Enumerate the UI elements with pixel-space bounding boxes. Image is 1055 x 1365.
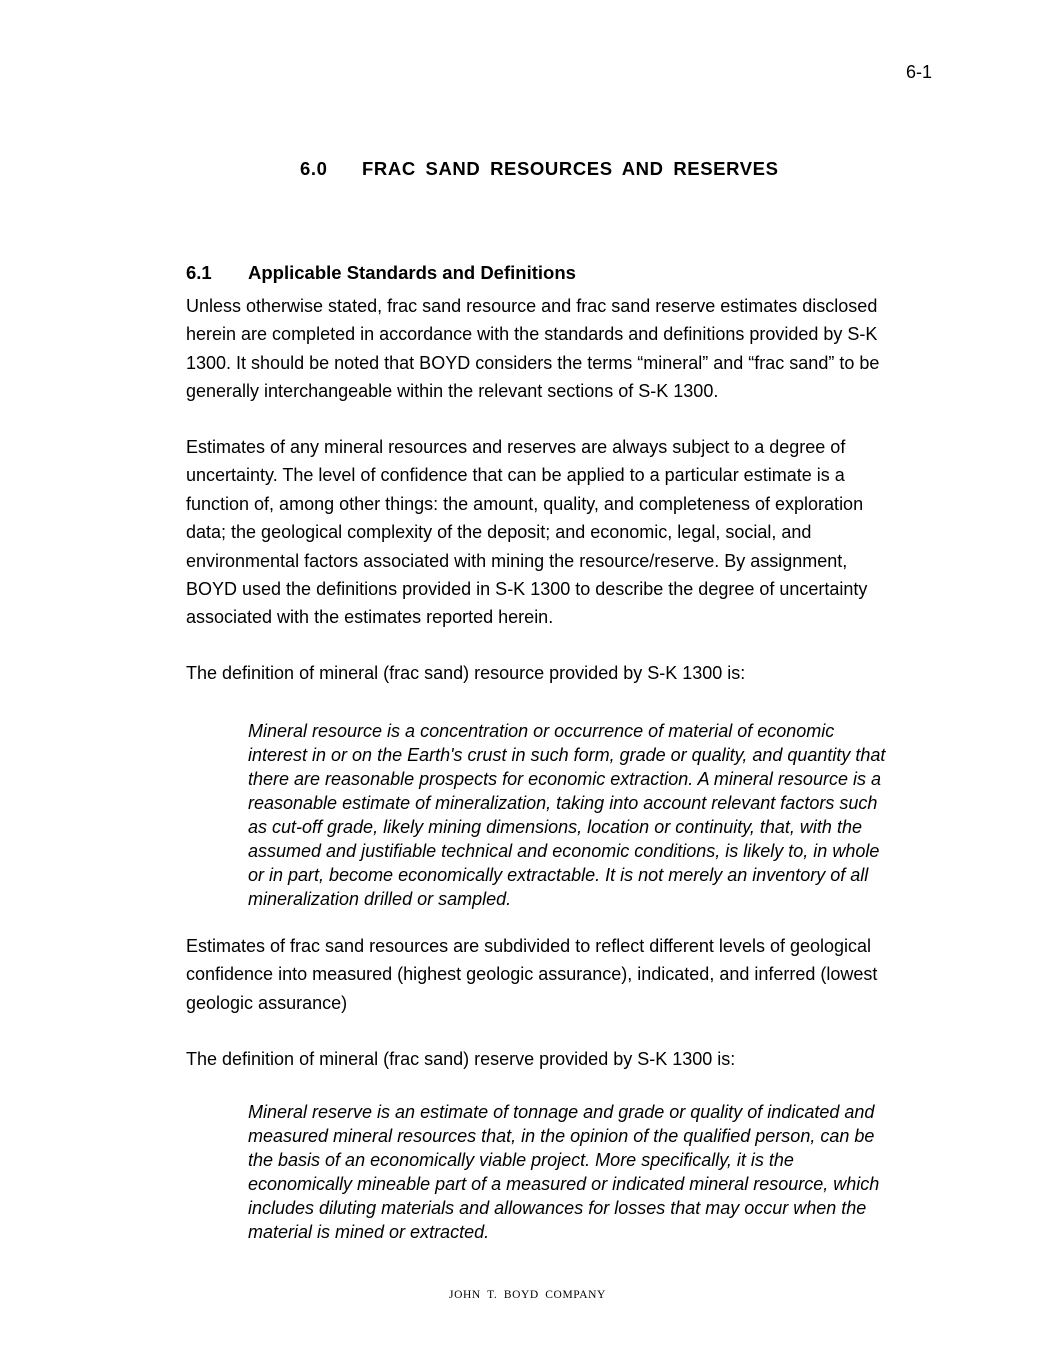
chapter-title: FRAC SAND RESOURCES AND RESERVES xyxy=(362,158,779,179)
text-line: Estimates of frac sand resources are subdivided to reflect different levels of geological xyxy=(186,936,872,956)
text-line: 1300. It should be noted that BOYD considers the terms “mineral” and “frac sand” to be xyxy=(186,352,880,373)
quote-line: includes diluting materials and allowances for losses that may occur when the xyxy=(248,1198,867,1218)
quote-line: interest in or on the Earth's crust in such form, grade or quality, and quantity that xyxy=(248,745,886,765)
text-line: The definition of mineral (frac sand) resource provided by S-K 1300 is: xyxy=(186,663,746,683)
paragraph-standards xyxy=(186,292,926,406)
text-line: BOYD used the definitions provided in S-K 1300 to describe the degree of uncertainty xyxy=(186,579,868,600)
quote-line: there are reasonable prospects for economic extraction. A mineral resource is a xyxy=(248,769,881,789)
text-line: associated with the estimates reported herein. xyxy=(186,607,554,628)
quote-line: reasonable estimate of mineralization, taking into account relevant factors such xyxy=(248,793,878,813)
paragraph-resource-classes xyxy=(186,932,926,1017)
section-title: Applicable Standards and Definitions xyxy=(248,262,576,283)
text-line: Unless otherwise stated, frac sand resource and frac sand reserve estimates disclosed xyxy=(186,296,878,316)
text-line: Estimates of any mineral resources and reserves are always subject to a degree of xyxy=(186,437,846,457)
quote-line: or in part, become economically extractable. It is not merely an inventory of all xyxy=(248,865,869,885)
text-line: generally interchangeable within the relevant sections of S-K 1300. xyxy=(186,381,719,402)
text-line: confidence into measured (highest geologic assurance), indicated, and inferred (lowest xyxy=(186,964,878,985)
section-heading xyxy=(186,262,576,284)
paragraph-uncertainty xyxy=(186,433,926,632)
quote-line: assumed and justifiable technical and economic conditions, is likely to, in whole xyxy=(248,841,880,861)
text-line: uncertainty. The level of confidence that can be applied to a particular estimate is a xyxy=(186,465,845,486)
quote-resource-definition xyxy=(248,719,928,911)
quote-line: Mineral reserve is an estimate of tonnage and grade or quality of indicated and xyxy=(248,1102,875,1122)
quote-line: the basis of an economically viable project. More specifically, it is the xyxy=(248,1150,794,1170)
paragraph-reserve-intro xyxy=(186,1045,926,1073)
quote-line: mineralization drilled or sampled. xyxy=(248,889,512,909)
quote-line: measured mineral resources that, in the opinion of the qualified person, can be xyxy=(248,1126,875,1146)
chapter-heading xyxy=(300,158,779,180)
text-line: function of, among other things: the amount, quality, and completeness of exploration xyxy=(186,493,864,514)
chapter-number: 6.0 xyxy=(300,158,328,179)
page-number: 6-1 xyxy=(905,62,932,82)
text-line: environmental factors associated with mining the resource/reserve. By assignment, xyxy=(186,550,848,571)
page-footer: JOHN T. BOYD COMPANY xyxy=(449,1289,606,1301)
quote-line: material is mined or extracted. xyxy=(248,1222,490,1242)
quote-reserve-definition xyxy=(248,1100,928,1244)
section-number: 6.1 xyxy=(186,262,212,283)
quote-line: Mineral resource is a concentration or occurrence of material of economic xyxy=(248,721,835,741)
paragraph-resource-intro xyxy=(186,659,926,687)
quote-line: as cut-off grade, likely mining dimensions, location or continuity, that, with the xyxy=(248,817,862,837)
text-line: The definition of mineral (frac sand) reserve provided by S-K 1300 is: xyxy=(186,1049,736,1069)
text-line: geologic assurance) xyxy=(186,992,348,1013)
text-line: data; the geological complexity of the deposit; and economic, legal, social, and xyxy=(186,522,812,543)
text-line: herein are completed in accordance with the standards and definitions provided by S-K xyxy=(186,324,878,345)
quote-line: economically mineable part of a measured or indicated mineral resource, which xyxy=(248,1174,880,1194)
